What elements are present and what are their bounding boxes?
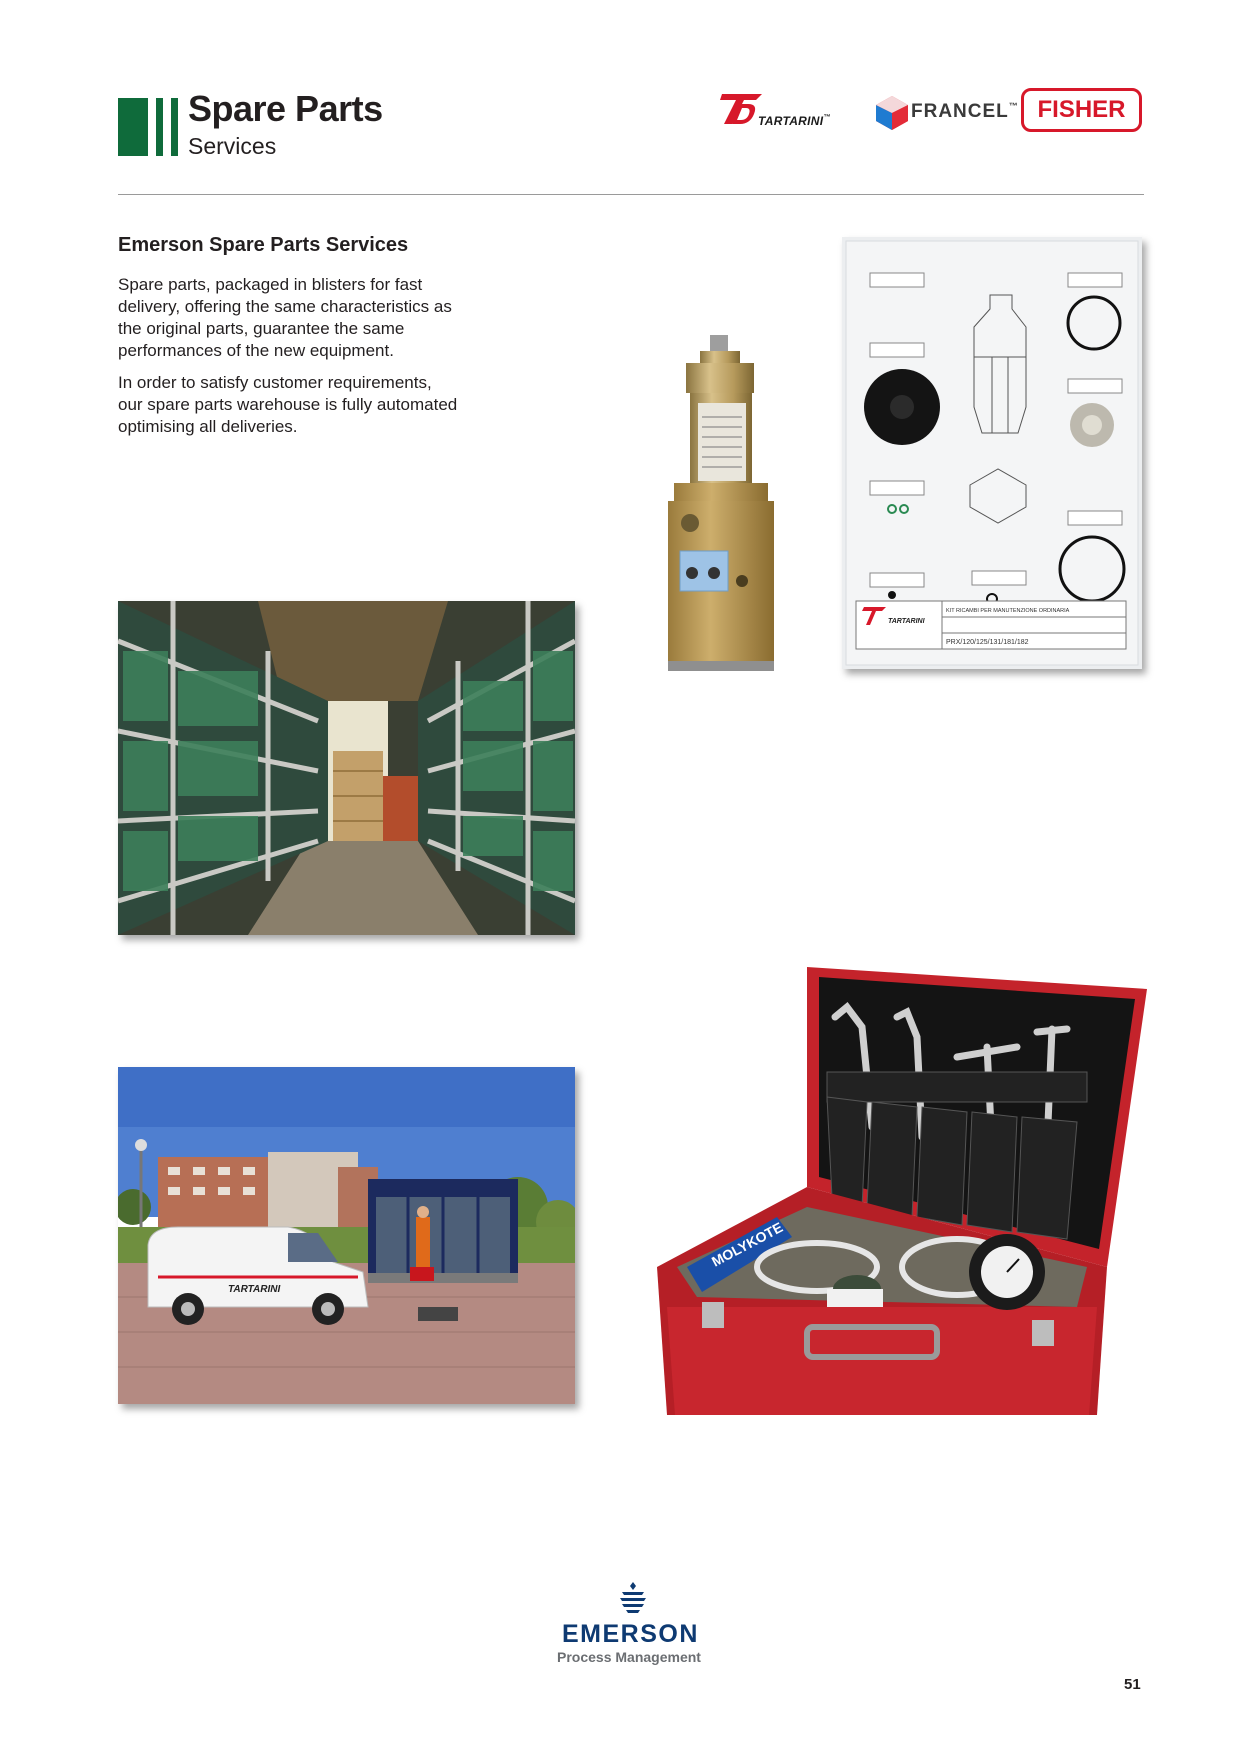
toolbox-image: [657, 967, 1147, 1415]
page-number: 51: [1124, 1676, 1141, 1693]
section-heading: Emerson Spare Parts Services: [118, 234, 409, 256]
page-title: Spare Parts: [188, 88, 383, 129]
paragraph-blisters: Spare parts, packaged in blisters for fast delivery, offering the same characteristics as the original parts, guarantee the same performances of the new equipment.: [118, 275, 452, 360]
fisher-logo: FISHER: [1021, 88, 1142, 132]
francel-wordmark: FRANCEL™: [911, 101, 1019, 122]
francel-logo-icon: [874, 96, 910, 130]
svg-text:KIT RICAMBI PER MANUTENZIONE O: KIT RICAMBI PER MANUTENZIONE ORDINARIA: [946, 608, 1070, 614]
emerson-wordmark: EMERSON: [562, 1620, 699, 1648]
header-divider: [118, 194, 1144, 195]
warehouse-image: [118, 601, 575, 935]
paragraph-warehouse: In order to satisfy customer requirements, our spare parts warehouse is fully automated optimising all deliveries.: [118, 373, 458, 436]
spare-kit-board-image: [842, 237, 1142, 669]
emerson-division: Process Management: [557, 1649, 701, 1665]
svg-text:TARTARINI: TARTARINI: [888, 618, 925, 625]
svg-text:PRX/120/125/131/181/182: PRX/120/125/131/181/182: [946, 639, 1029, 646]
svg-text:TARTARINI: TARTARINI: [228, 1284, 281, 1295]
regulator-image: [660, 333, 780, 675]
tartarini-wordmark: TARTARINI™: [758, 114, 831, 128]
emerson-logo-icon: [618, 1582, 648, 1616]
page-subtitle: Services: [188, 133, 277, 159]
svg-text:MOLYKOTE: MOLYKOTE: [708, 1218, 786, 1270]
service-van-image: [118, 1067, 575, 1404]
